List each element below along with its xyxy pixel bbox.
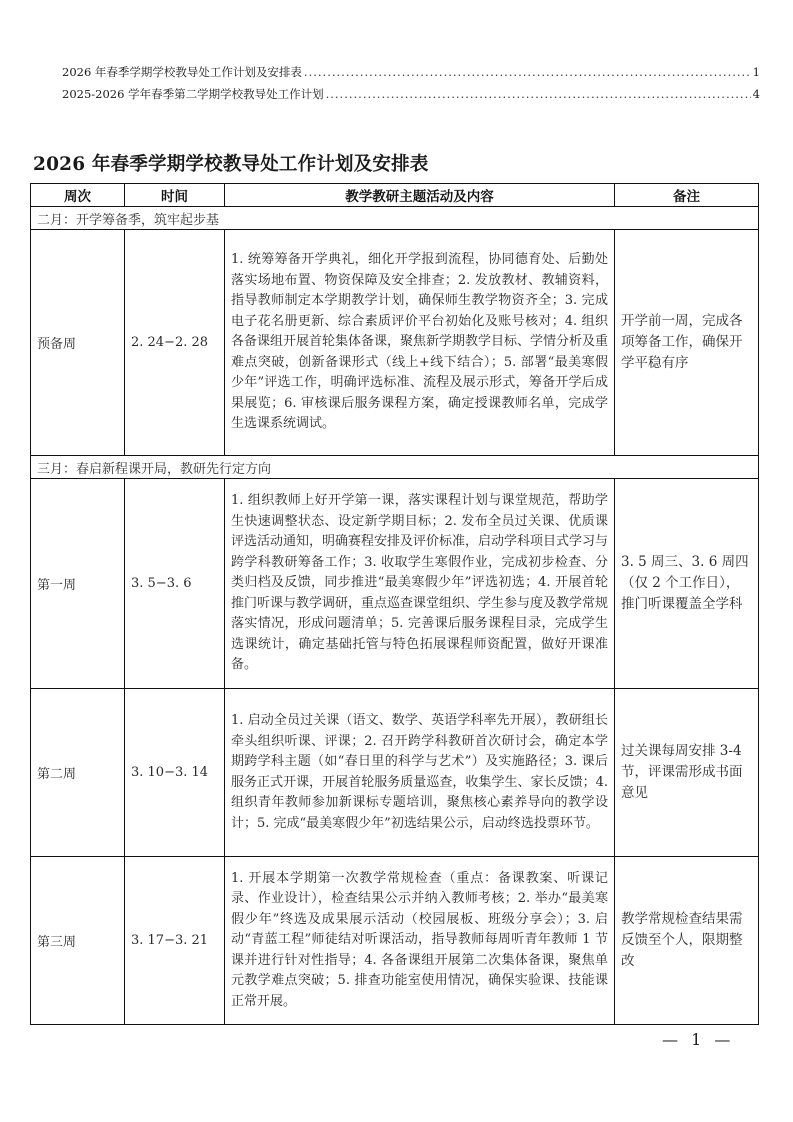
toc-entry-title: 2025-2026 学年春季第二学期学校教导处工作计划 <box>62 87 324 101</box>
content-cell: 1. 启动全员过关课（语文、数学、英语学科率先开展），教研组长牵头组织听课、评课；2. 召开跨学科教研首次研讨会，确定本学期跨学科主题（如“春日里的科学与艺术”）及实施路径；3. 课后服务正式开课，开展首轮服务质量巡查，收集学生、家长反馈；4. 组织青年教师参加新课标专题培训，聚焦核心素养导向的教学设计；5. 完成“最美寒假少年”初选结果公示，启动终选投票环节。 <box>225 689 615 857</box>
document-title: 2026 年春季学期学校教导处工作计划及安排表 <box>33 154 429 175</box>
week-cell: 第三周 <box>31 857 125 1025</box>
date-cell: 3. 10−3. 14 <box>125 689 225 857</box>
schedule-table <box>30 183 759 1025</box>
toc-leader-dots <box>304 61 751 83</box>
month-label: 三月：春启新程课开局，教研先行定方向 <box>31 456 759 479</box>
date-cell: 3. 17−3. 21 <box>125 857 225 1025</box>
month-label: 二月：开学筹备季，筑牢起步基 <box>31 207 759 230</box>
table-header-row <box>31 184 759 207</box>
note-cell: 开学前一周，完成各项筹备工作，确保开学平稳有序 <box>615 230 759 456</box>
column-header-date: 时间 <box>125 184 225 207</box>
toc-entry-title: 2026 年春季学期学校教导处工作计划及安排表 <box>62 65 302 79</box>
toc-leader-dots <box>326 83 751 105</box>
toc-entry-page: 4 <box>752 87 760 101</box>
month-section-row <box>31 456 759 479</box>
month-section-row <box>31 207 759 230</box>
week-cell: 第二周 <box>31 689 125 857</box>
table-of-contents <box>62 61 760 105</box>
column-header-note: 备注 <box>615 184 759 207</box>
column-header-content: 教学教研主题活动及内容 <box>225 184 615 207</box>
toc-entry[interactable] <box>62 61 760 83</box>
toc-entry[interactable] <box>62 83 760 105</box>
page-number: — 1 — <box>662 1030 735 1049</box>
note-cell: 教学常规检查结果需反馈至个人，限期整改 <box>615 857 759 1025</box>
week-cell: 第一周 <box>31 479 125 689</box>
content-cell: 1. 统筹筹备开学典礼，细化开学报到流程，协同德育处、后勤处落实场地布置、物资保障及安全排查；2. 发放教材、教辅资料，指导教师制定本学期教学计划，确保师生教学物资齐全；3. 完成电子花名册更新、综合素质评价平台初始化及账号核对；4. 组织各备课组开展首轮集体备课，聚焦新学期教学目标、学情分析及重难点突破，创新备课形式（线上+线下结合）；5. 部署“最美寒假少年”评选工作，明确评选标准、流程及展示形式，筹备开学后成果展览；6. 审核课后服务课程方案，确定授课教师名单，完成学生选课系统调试。 <box>225 230 615 456</box>
column-header-week: 周次 <box>31 184 125 207</box>
date-cell: 3. 5−3. 6 <box>125 479 225 689</box>
note-cell: 3. 5 周三、3. 6 周四（仅 2 个工作日），推门听课覆盖全学科 <box>615 479 759 689</box>
table-row <box>31 230 759 456</box>
table-row <box>31 857 759 1025</box>
date-cell: 2. 24−2. 28 <box>125 230 225 456</box>
note-cell: 过关课每周安排 3-4 节，评课需形成书面意见 <box>615 689 759 857</box>
week-cell: 预备周 <box>31 230 125 456</box>
content-cell: 1. 开展本学期第一次教学常规检查（重点：备课教案、听课记录、作业设计），检查结果公示并纳入教师考核；2. 举办“最美寒假少年”终选及成果展示活动（校园展板、班级分享会）；3. 启动“青蓝工程”师徒结对听课活动，指导教师每周听青年教师 1 节课并进行针对性指导；4. 各备课组开展第二次集体备课，聚焦单元教学难点突破；5. 排查功能室使用情况，确保实验课、技能课正常开展。 <box>225 857 615 1025</box>
table-row <box>31 689 759 857</box>
toc-entry-page: 1 <box>752 65 760 79</box>
content-cell: 1. 组织教师上好开学第一课，落实课程计划与课堂规范，帮助学生快速调整状态、设定新学期目标；2. 发布全员过关课、优质课评选活动通知，明确赛程安排及评价标准，启动学科项目式学习与跨学科教研筹备工作；3. 收取学生寒假作业，完成初步检查、分类归档及反馈，同步推进“最美寒假少年”评选初选；4. 开展首轮推门听课与教学调研，重点巡查课堂组织、学生参与度及教学常规落实情况，形成问题清单；5. 完善课后服务课程目录，完成学生选课统计，确定基础托管与特色拓展课程师资配置，做好开课准备。 <box>225 479 615 689</box>
table-row <box>31 479 759 689</box>
